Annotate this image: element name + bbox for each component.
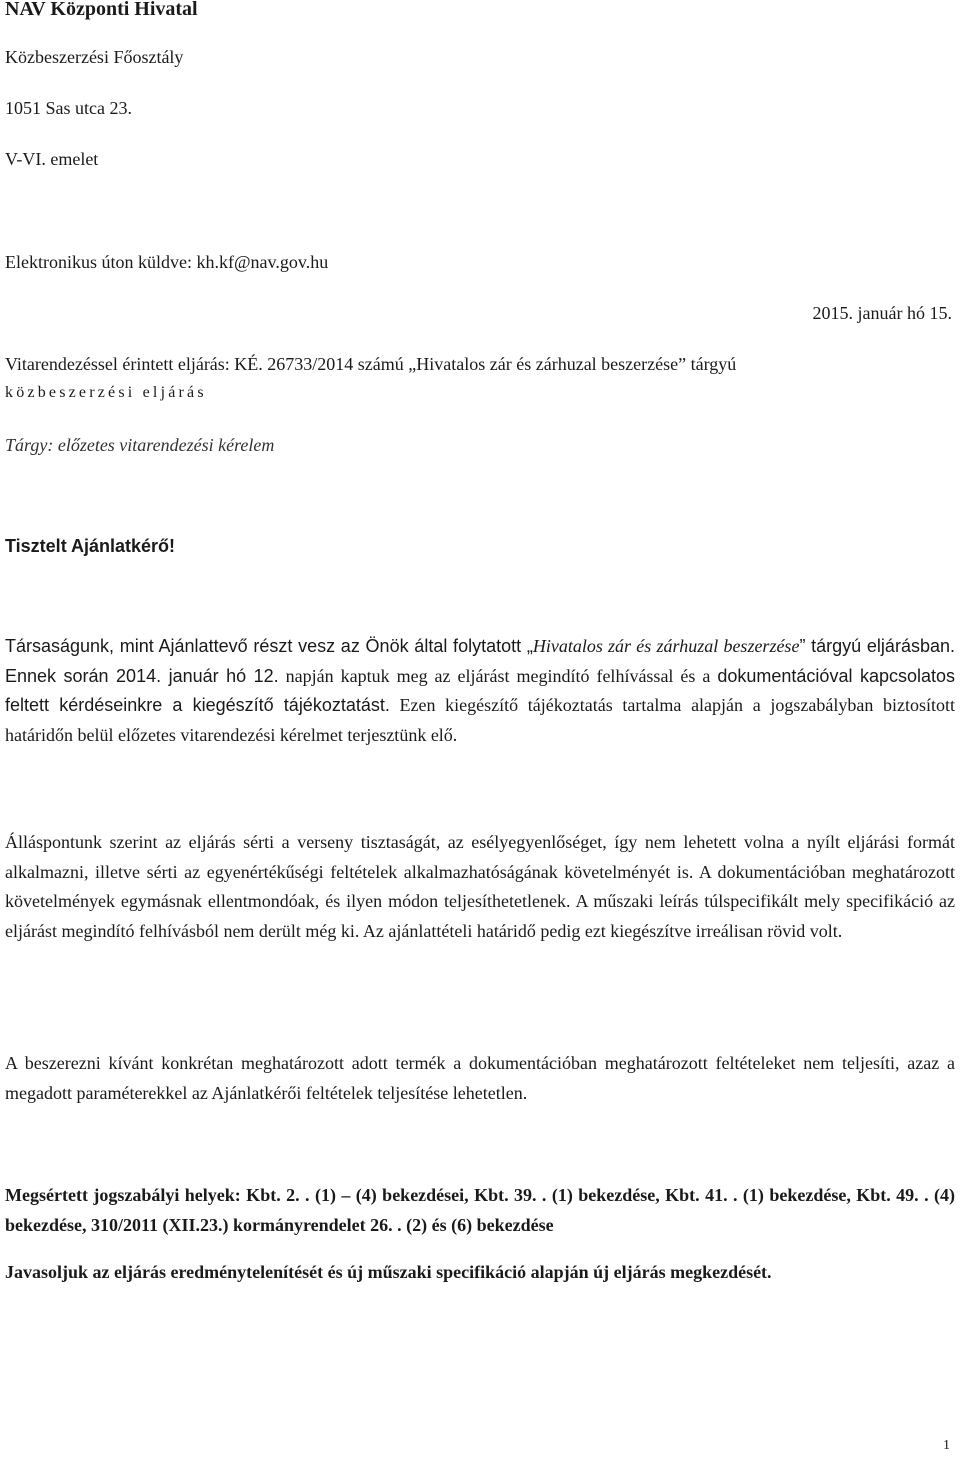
intro-part-a: Társaságunk, mint Ajánlattevő részt vesz az Önök által folytatott „ [5,636,533,656]
page-number: 1 [943,1438,950,1453]
paragraph-violated-laws: Megsértett jogszabályi helyek: Kbt. 2. . (1) – (4) bekezdései, Kbt. 39. . (1) bekezdése, Kbt. 41. . (1) bekezdése, Kbt. 49. . (4) bekezdése, 310/2011 (XII.23.) kormányrendelet 26. . (2) és (6) bekezdése [5,1185,955,1235]
paragraph-intro [5,632,955,750]
intro-part-e: Ezen kiegészítő tájékoztatás tartalma alapján a jogszabályban biztosított határidőn belül előzetes vitarendezési kérelmet terjesztünk elő. [5,695,955,745]
intro-italic-title: Hivatalos zár és zárhuzal beszerzése [532,636,800,656]
email-note: Elektronikus úton küldve: kh.kf@nav.gov.hu [5,252,329,272]
letter-date: 2015. január hó 15. [812,303,952,323]
paragraph-position: Álláspontunk szerint az eljárás sérti a verseny tisztaságát, az esélyegyenlőséget, így nem lehetett volna a nyílt eljárási formát alkalmazni, illetve sérti az egyenértékűségi feltételek alkalmazhatóságának követelményét is. A dokumentációban meghatározott követelmények egymásnak ellentmondóak, és ilyen módon teljesíthetetlenek. A műszaki leírás túlspecifikált mely specifikáció az eljárást megindító felhívásból nem derült még ki. Az ajánlattételi határidő pedig ezt kiegészítve irreálisan rövid volt. [5,832,955,941]
salutation: Tisztelt Ajánlatkérő! [5,536,176,556]
paragraph-product: A beszerezni kívánt konkrétan meghatározott adott termék a dokumentációban meghatározott feltételeket nem teljesíti, azaz a megadott paraméterekkel az Ajánlatkérői feltételek teljesítése lehetetlen. [5,1053,955,1103]
recipient-name: NAV Központi Hivatal [5,0,198,20]
subject-topic: Tárgy: előzetes vitarendezési kérelem [5,435,275,455]
floor: V-VI. emelet [5,149,99,169]
intro-part-b: ” tárgyú eljárásban. Ennek során 2014. január hó 12. [5,636,955,686]
paragraph-proposal: Javasoljuk az eljárás eredménytelenítését és új műszaki specifikáció alapján új eljárás megkezdését. [5,1262,772,1282]
subject-line: Vitarendezéssel érintett eljárás: KÉ. 26733/2014 számú „Hivatalos zár és zárhuzal beszerzése” tárgyú [5,354,737,374]
street-address: 1051 Sas utca 23. [5,98,132,118]
department: Közbeszerzési Főosztály [5,47,184,67]
subject-line-continued: közbeszerzési eljárás [5,384,207,401]
intro-part-c: napján kaptuk meg az eljárást megindító felhívással és a [278,665,718,686]
intro-part-d: dokumentációval kapcsolatos feltett kérdéseinkre a kiegészítő tájékoztatást. [5,665,955,715]
